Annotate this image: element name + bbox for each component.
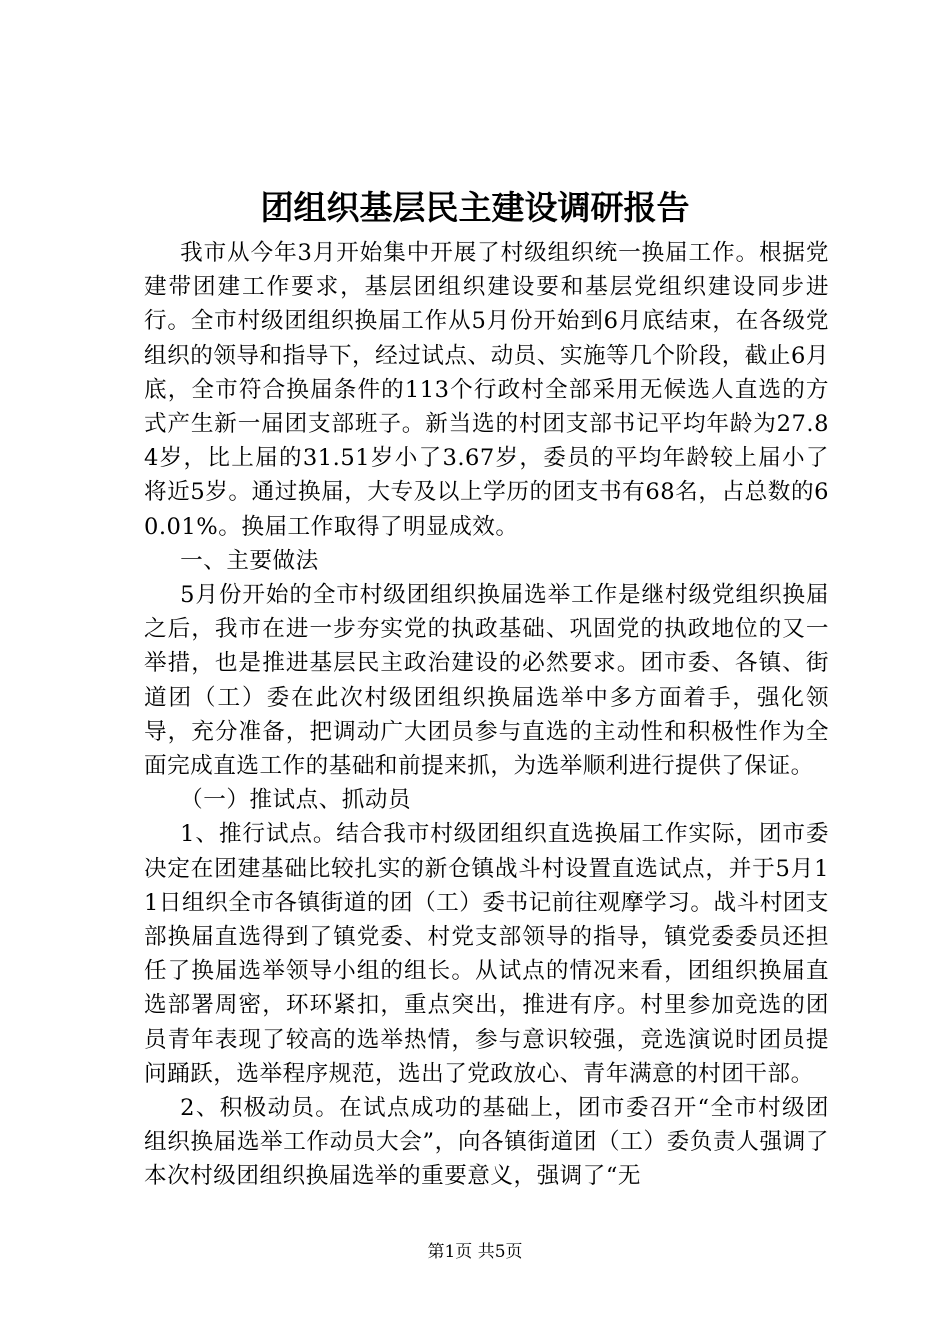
document-title: 团组织基层民主建设调研报告 [260, 188, 690, 227]
subsection-heading-pilot-mobilize: （一）推试点、抓动员 [180, 787, 412, 814]
page-footer: 第1页 共5页 [427, 1242, 523, 1262]
paragraph-methods: 5月份开始的全市村级团组织换届选举工作是继村级党组织换届之后，我市在进一步夯实党的执政基础、巩固党的执政地位的又一举措，也是推进基层民主政治建设的必然要求。团市委、各镇、街道团（工）委在此次村级团组织换届选举中多方面着手，强化领导，充分准备，把调动广大团员参与直选的主动性和积极性作为全面完成直选工作的基础和前提来抓，为选举顺利进行提供了保证。 [144, 582, 829, 780]
paragraph-pilot: 1、推行试点。结合我市村级团组织直选换届工作实际，团市委决定在团建基础比较扎实的新仓镇战斗村设置直选试点，并于5月11日组织全市各镇街道的团（工）委书记前往观摩学习。战斗村团支部换届直选得到了镇党委、村党支部领导的指导，镇党委委员还担任了换届选举领导小组的组长。从试点的情况来看，团组织换届直选部署周密，环环紧扣，重点突出，推进有序。村里参加竞选的团员青年表现了较高的选举热情，参与意识较强，竞选演说时团员提问踊跃，选举程序规范，选出了党政放心、青年满意的村团干部。 [144, 821, 829, 1087]
paragraph-intro: 我市从今年3月开始集中开展了村级组织统一换届工作。根据党建带团建工作要求，基层团组织建设要和基层党组织建设同步进行。全市村级团组织换届工作从5月份开始到6月底结束，在各级党组织的领导和指导下，经过试点、动员、实施等几个阶段，截止6月底，全市符合换届条件的113个行政村全部采用无候选人直选的方式产生新一届团支部班子。新当选的村团支部书记平均年龄为27.84岁，比上届的31.51岁小了3.67岁，委员的平均年龄较上届小了将近5岁。通过换届，大专及以上学历的团支书有68名，占总数的60.01%。换届工作取得了明显成效。 [144, 240, 829, 540]
section-heading-main-methods: 一、主要做法 [180, 547, 319, 574]
document-body [144, 236, 829, 1194]
paragraph-mobilize: 2、积极动员。在试点成功的基础上，团市委召开“全市村级团组织换届选举工作动员大会”，向各镇街道团（工）委负责人强调了本次村级团组织换届选举的重要意义，强调了“无 [144, 1095, 829, 1190]
